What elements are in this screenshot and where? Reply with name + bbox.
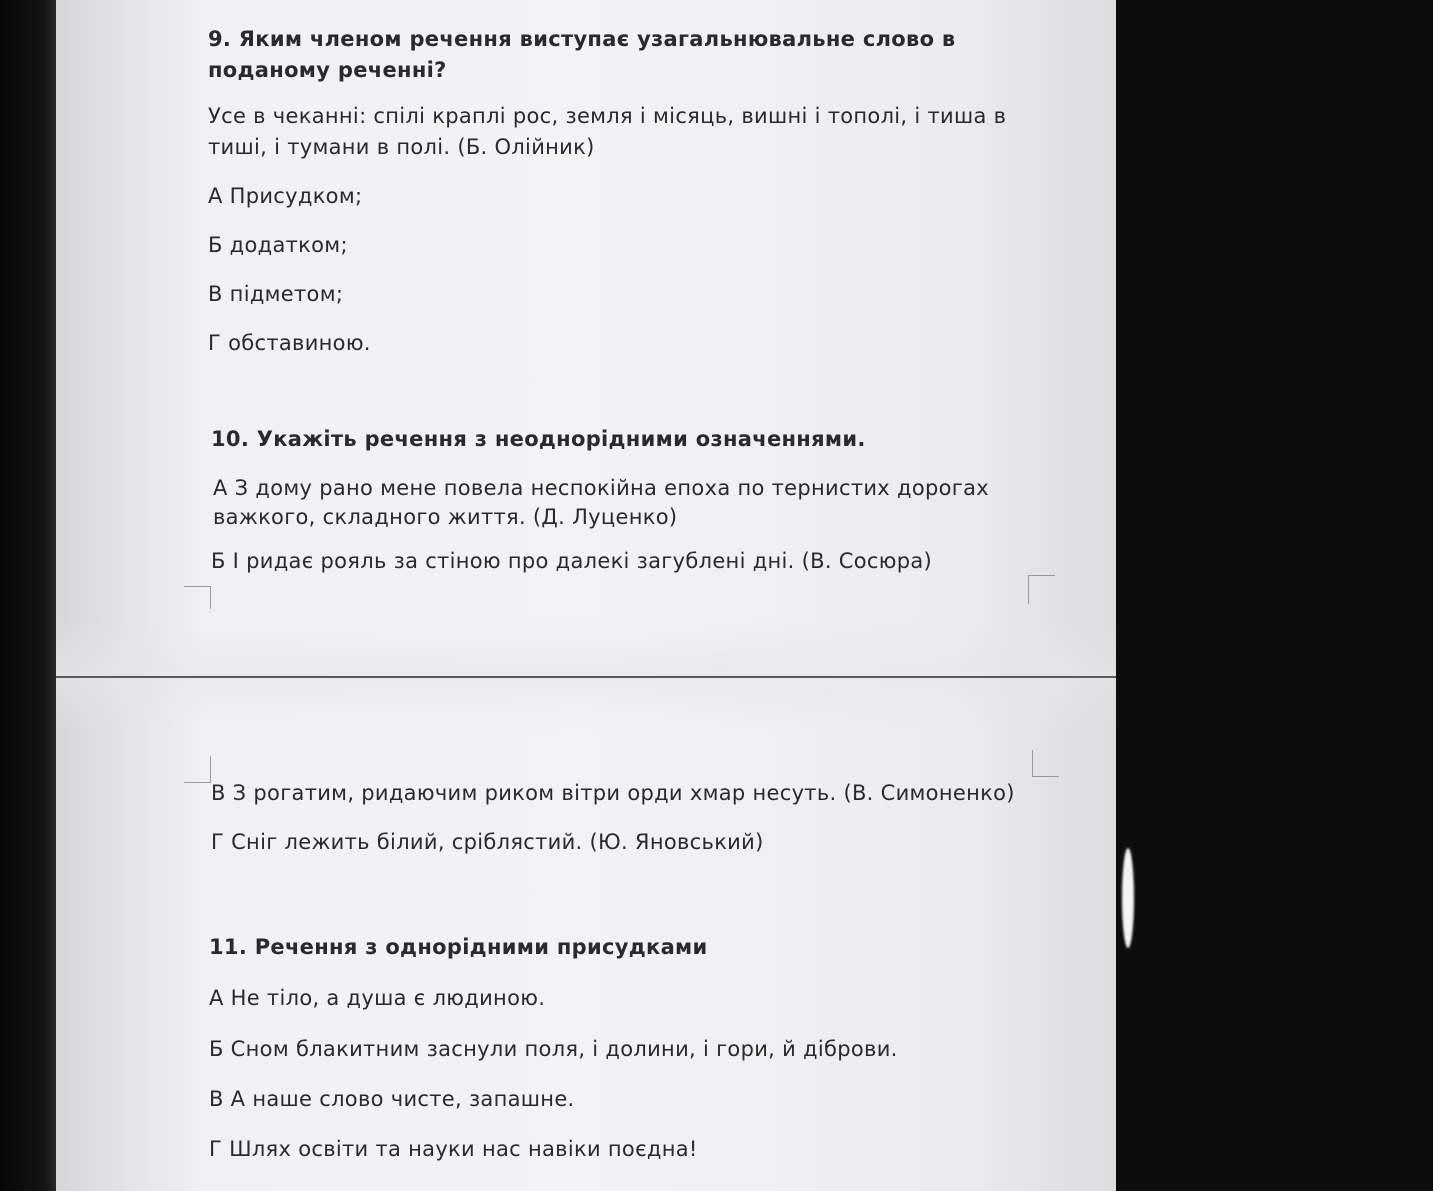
- q9-option-a: А Присудком;: [208, 184, 363, 208]
- q10-option-a-line2: важкого, складного життя. (Д. Луценко): [213, 505, 678, 529]
- q10-option-a-line1: А З дому рано мене повела неспокійна епоха по тернистих дорогах: [213, 476, 989, 500]
- q11-option-b: Б Сном блакитним заснули поля, і долини, і гори, й діброви.: [209, 1037, 898, 1061]
- q9-text-line2: тиші, і тумани в полі. (Б. Олійник): [208, 135, 595, 159]
- photo-left-dark-edge: [0, 0, 56, 1191]
- screen-glare-reflection: [1122, 848, 1134, 948]
- q9-option-d: Г обставиною.: [208, 331, 371, 355]
- q9-option-c: В підметом;: [208, 282, 344, 306]
- q9-title-line2: поданому реченні?: [208, 58, 447, 82]
- q11-option-d: Г Шлях освіти та науки нас навіки поєдна!: [209, 1137, 698, 1161]
- q10-option-c: В З рогатим, ридаючим риком вітри орди хмар несуть. (В. Симоненко): [211, 781, 1015, 805]
- crop-mark: [1032, 750, 1059, 777]
- q11-option-c: В А наше слово чисте, запашне.: [209, 1087, 575, 1111]
- q11-option-a: А Не тіло, а душа є людиною.: [209, 986, 546, 1010]
- q10-title: 10. Укажіть речення з неоднорідними означеннями.: [211, 427, 866, 451]
- q9-option-b: Б додатком;: [208, 233, 348, 257]
- q9-text-line1: Усе в чеканні: спілі краплі рос, земля і місяць, вишні і тополі, і тиша в: [208, 104, 1007, 128]
- q10-option-d: Г Сніг лежить білий, сріблястий. (Ю. Яновський): [211, 830, 764, 854]
- page-divider: [56, 676, 1116, 678]
- crop-mark: [1028, 575, 1055, 604]
- page-break-gap: [56, 620, 1116, 730]
- q10-option-b: Б І ридає рояль за стіною про далекі загублені дні. (В. Сосюра): [211, 549, 933, 573]
- q9-title-line1: 9. Яким членом речення виступає узагальнювальне слово в: [208, 27, 956, 51]
- document-page: [56, 0, 1116, 1191]
- crop-mark: [184, 586, 211, 609]
- crop-mark: [184, 756, 211, 783]
- q11-title: 11. Речення з однорідними присудками: [209, 935, 708, 959]
